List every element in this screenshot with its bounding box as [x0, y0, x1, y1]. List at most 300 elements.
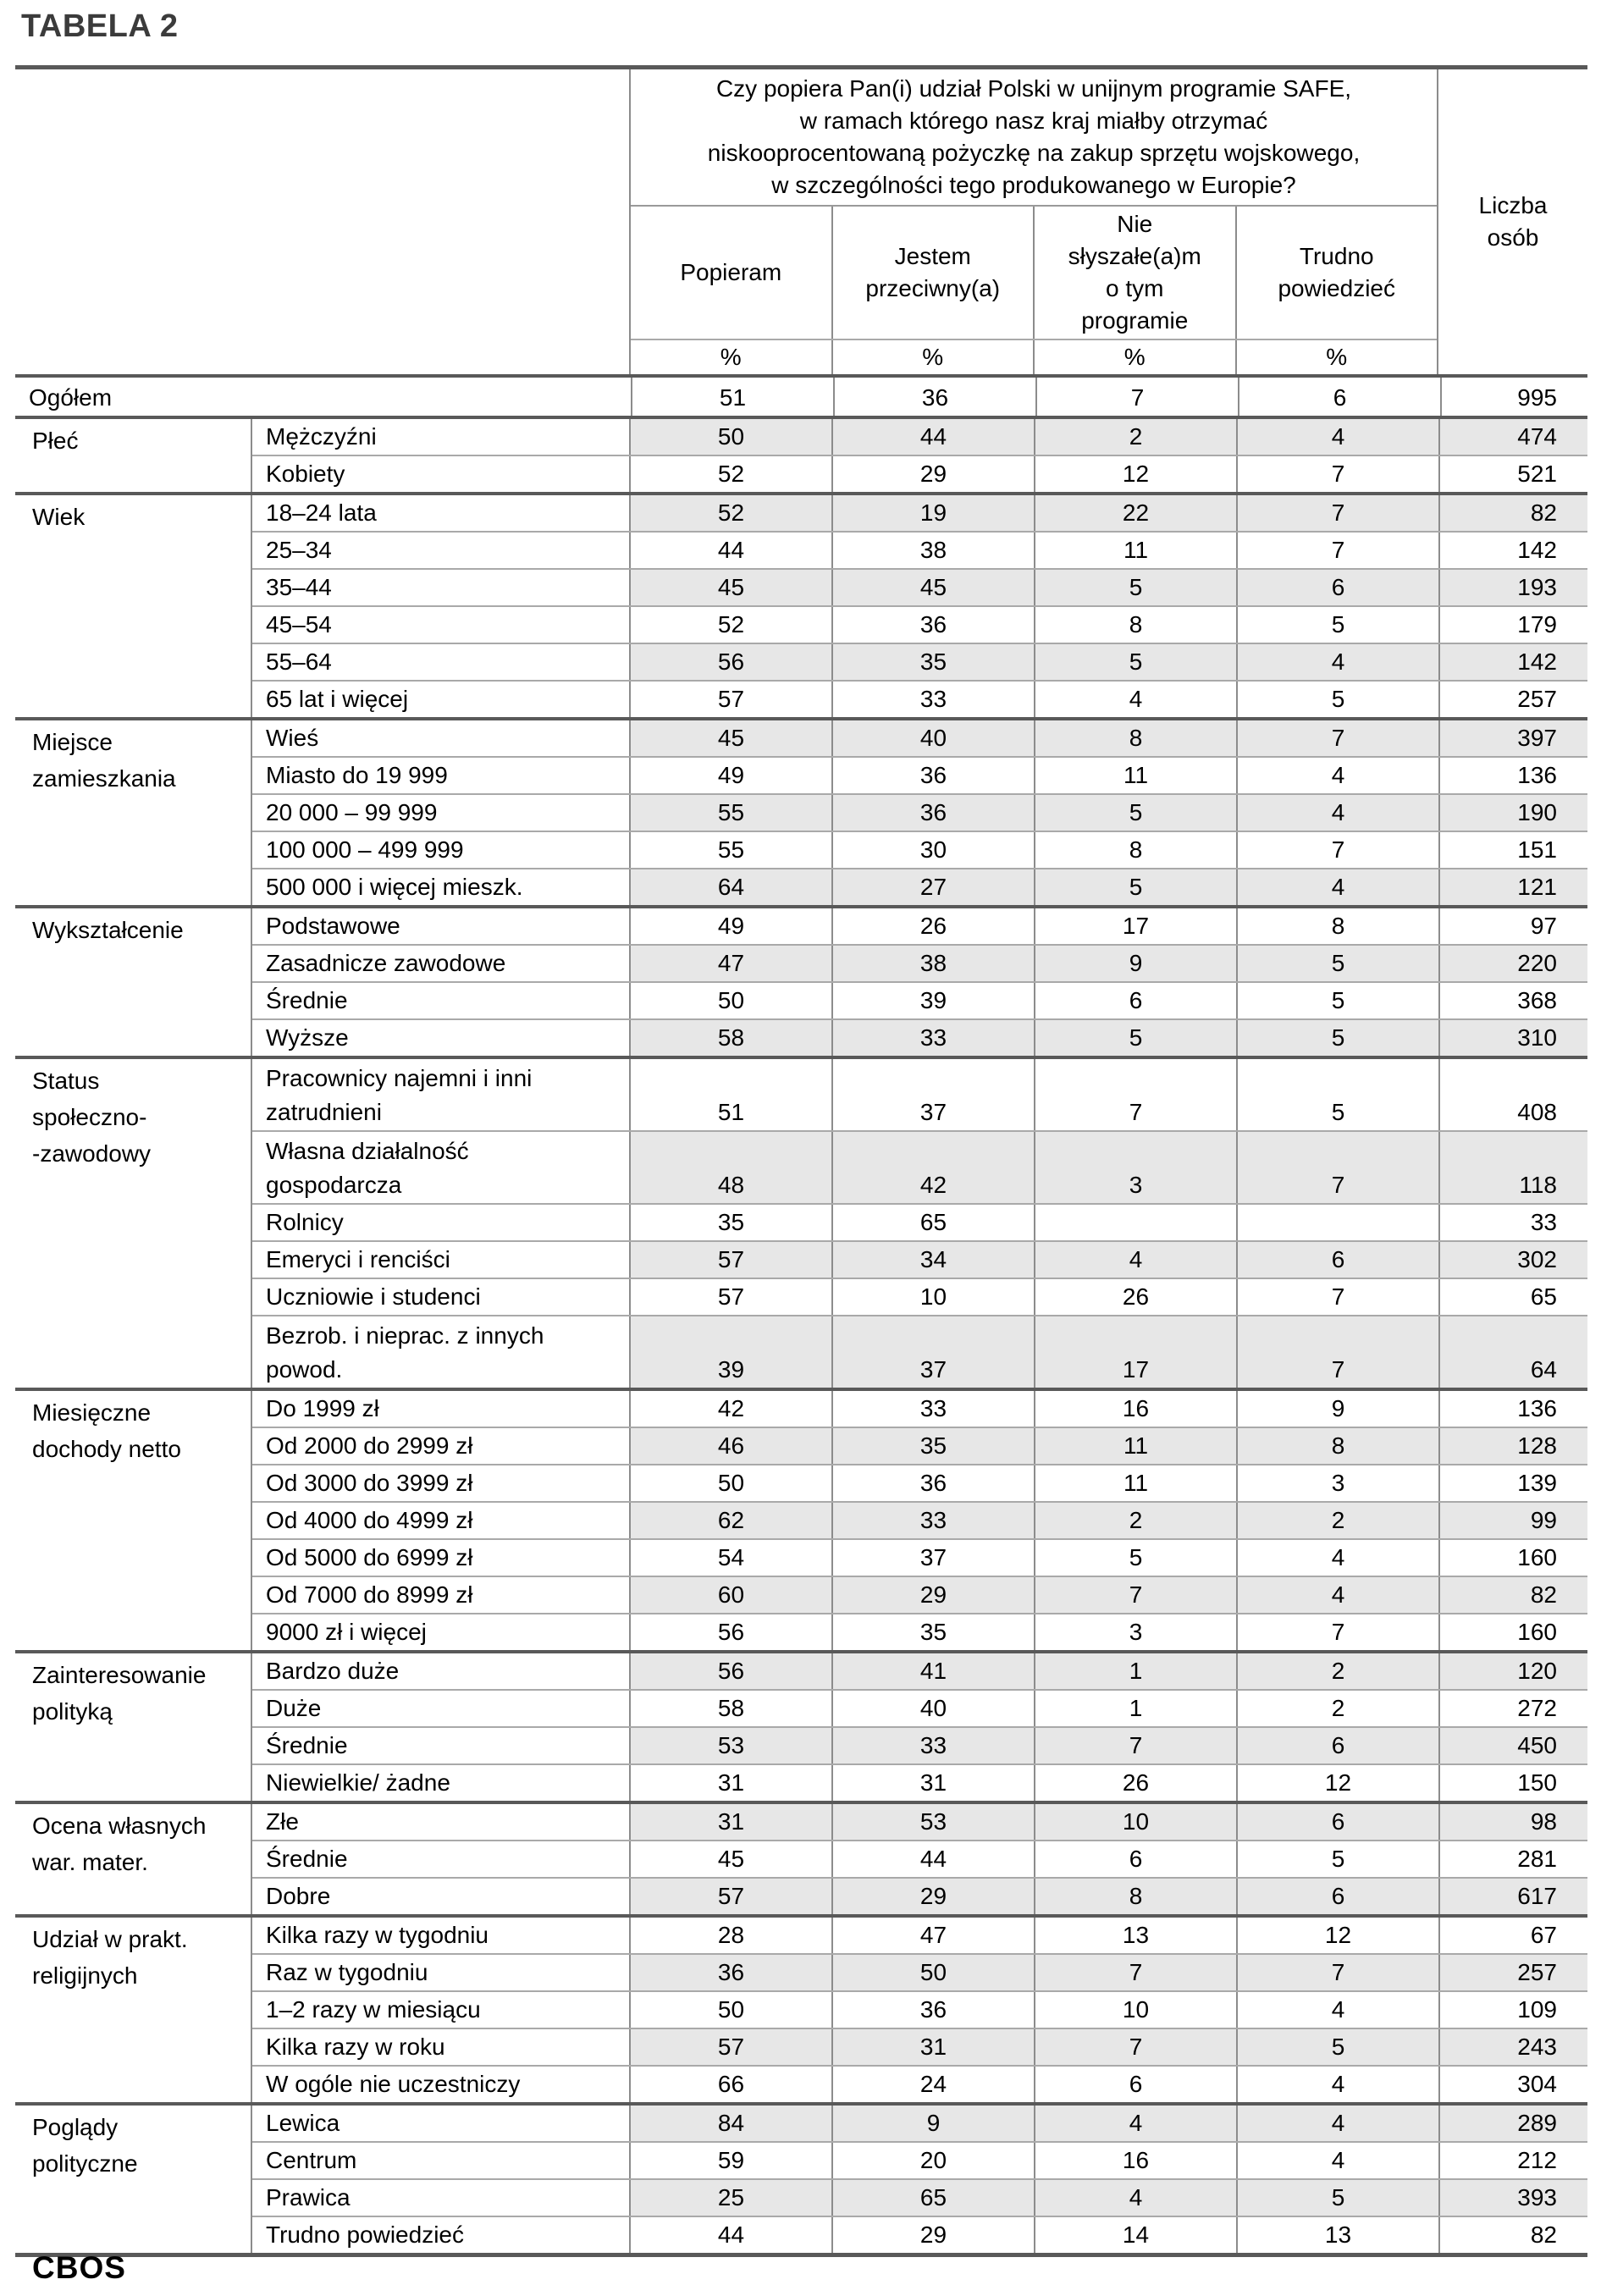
table-row — [252, 1059, 1587, 1130]
percent-value-cell: 2 — [1034, 419, 1236, 455]
percent-value-cell: 57 — [629, 682, 831, 717]
percent-value-cell: 6 — [1236, 1242, 1438, 1278]
row-label — [252, 1059, 629, 1130]
table-row — [252, 2106, 1587, 2141]
percent-value-cell: 6 — [1034, 2067, 1236, 2102]
table-row — [252, 568, 1587, 605]
percent-value-cell: 64 — [629, 869, 831, 905]
table-row — [252, 831, 1587, 868]
percent-value-cell: 57 — [629, 1879, 831, 1914]
row-label-line: 55–64 — [266, 649, 332, 675]
percent-value-cell: 50 — [831, 1955, 1034, 1990]
table-row — [252, 1990, 1587, 2028]
percent-value-cell: 56 — [629, 1614, 831, 1650]
row-label — [252, 1242, 629, 1278]
percent-value-cell: 35 — [629, 1205, 831, 1240]
count-cell: 136 — [1438, 1391, 1587, 1427]
row-label — [252, 983, 629, 1018]
row-label — [252, 495, 629, 531]
percent-value-cell: 17 — [1034, 908, 1236, 944]
percent-value-cell: 36 — [833, 378, 1035, 416]
percent-value-cell: 5 — [1236, 607, 1438, 643]
count-cell: 257 — [1438, 682, 1587, 717]
percent-value-cell: 5 — [1034, 644, 1236, 680]
percent-value-cell: 46 — [629, 1428, 831, 1464]
table-row — [252, 1240, 1587, 1278]
count-cell: 190 — [1438, 795, 1587, 831]
row-label-line: Duże — [266, 1695, 322, 1721]
percent-value-cell: 59 — [629, 2143, 831, 2178]
percent-value-cell: 33 — [831, 1728, 1034, 1763]
row-label-line: Kilka razy w roku — [266, 2034, 445, 2060]
percent-value-cell: 65 — [831, 1205, 1034, 1240]
row-label — [252, 2143, 629, 2178]
percent-value-cell: 4 — [1236, 758, 1438, 793]
percent-value-cell: 11 — [1034, 533, 1236, 568]
percent-value-cell: 7 — [1236, 1955, 1438, 1990]
percent-value-cell: 7 — [1236, 1316, 1438, 1388]
table-row — [252, 793, 1587, 831]
table-row — [252, 1391, 1587, 1427]
row-label-line: 1–2 razy w miesiącu — [266, 1996, 481, 2023]
percent-value-cell: 5 — [1236, 1059, 1438, 1130]
table-row — [252, 2141, 1587, 2178]
row-label — [252, 1614, 629, 1650]
demographic-group — [15, 416, 1587, 492]
percent-value-cell: 4 — [1236, 1540, 1438, 1576]
percent-value-cell: 53 — [629, 1728, 831, 1763]
row-label-line: gospodarcza — [266, 1172, 402, 1198]
row-label-line: Średnie — [266, 987, 348, 1013]
row-label — [252, 1653, 629, 1689]
group-rows — [15, 378, 1587, 416]
table-header — [15, 69, 1587, 378]
survey-table — [15, 65, 1587, 2257]
row-label — [252, 533, 629, 568]
table-row — [252, 643, 1587, 680]
group-label-line: Miejsce — [32, 729, 113, 755]
percent-value-cell: 62 — [629, 1503, 831, 1538]
percent-value-cell: 7 — [1236, 832, 1438, 868]
row-label — [252, 1879, 629, 1914]
group-label-line: Wykształcenie — [32, 917, 184, 943]
row-label-line: Niewielkie/ żadne — [266, 1769, 450, 1796]
question-line: niskooprocentowaną pożyczkę na zakup sprzętu wojskowego, — [707, 140, 1361, 166]
group-label-line: zamieszkania — [32, 765, 176, 792]
answer-column-headers — [631, 207, 1437, 339]
group-label-line: Ocena własnych — [32, 1813, 207, 1839]
percent-value-cell: 7 — [1236, 1614, 1438, 1650]
percent-value-cell: 47 — [629, 946, 831, 981]
count-cell: 397 — [1438, 720, 1587, 756]
row-label-line: Trudno powiedzieć — [266, 2221, 464, 2248]
percent-value-cell: 5 — [1236, 1020, 1438, 1056]
table-row — [252, 1840, 1587, 1877]
group-rows — [252, 1918, 1587, 2102]
row-label — [252, 2067, 629, 2102]
table-row — [252, 419, 1587, 455]
table-row — [252, 1689, 1587, 1726]
table-row — [252, 455, 1587, 492]
row-label-line: 100 000 – 499 999 — [266, 836, 464, 863]
overall-group — [15, 378, 1587, 416]
group-rows — [252, 2106, 1587, 2253]
percent-value-cell: 36 — [831, 795, 1034, 831]
row-label — [252, 1992, 629, 2028]
count-cell: 82 — [1438, 2217, 1587, 2253]
row-label — [252, 1205, 629, 1240]
percent-value-cell: 56 — [629, 1653, 831, 1689]
table-row — [252, 1653, 1587, 1689]
table-row — [15, 378, 1587, 416]
row-label-line: powod. — [266, 1356, 343, 1383]
percent-value-cell: 12 — [1236, 1765, 1438, 1801]
row-label — [252, 644, 629, 680]
percent-value-cell: 2 — [1236, 1653, 1438, 1689]
percent-value-cell: 52 — [629, 495, 831, 531]
percent-value-cell: 45 — [629, 720, 831, 756]
percent-value-cell: 50 — [629, 1992, 831, 2028]
percent-value-cell: 10 — [831, 1279, 1034, 1315]
percent-value-cell: 3 — [1236, 1465, 1438, 1501]
row-label-line: Od 7000 do 8999 zł — [266, 1581, 473, 1608]
percent-value-cell: 17 — [1034, 1316, 1236, 1388]
group-label — [15, 419, 252, 492]
percent-value-cell: 45 — [831, 570, 1034, 605]
percent-value-cell: 7 — [1034, 1955, 1236, 1990]
row-label-line: Kobiety — [266, 461, 345, 487]
percent-value-cell: 34 — [831, 1242, 1034, 1278]
count-cell: 450 — [1438, 1728, 1587, 1763]
table-row — [252, 1130, 1587, 1203]
table-row — [252, 1315, 1587, 1388]
row-label — [15, 378, 631, 416]
answer-column-header-line: Jestem — [894, 243, 971, 269]
row-label — [252, 1503, 629, 1538]
count-cell: 289 — [1438, 2106, 1587, 2141]
unit-row — [631, 339, 1437, 374]
table-row — [252, 1918, 1587, 1953]
percent-value-cell: 33 — [831, 1503, 1034, 1538]
count-cell: 243 — [1438, 2029, 1587, 2065]
percent-value-cell: 4 — [1034, 2106, 1236, 2141]
percent-value-cell: 31 — [629, 1765, 831, 1801]
row-label-line: Ogółem — [29, 384, 113, 411]
row-label-line: W ogóle nie uczestniczy — [266, 2071, 521, 2097]
table-row — [252, 2216, 1587, 2253]
percent-value-cell: 24 — [831, 2067, 1034, 2102]
count-cell: 617 — [1438, 1879, 1587, 1914]
row-label-line: Średnie — [266, 1846, 348, 1872]
group-rows — [252, 908, 1587, 1056]
table-row — [252, 1953, 1587, 1990]
group-rows — [252, 720, 1587, 905]
table-row — [252, 2065, 1587, 2102]
row-label-line: Własna działalność — [266, 1138, 469, 1164]
cbos-logo: CBOS — [32, 2250, 126, 2285]
demographic-group — [15, 1056, 1587, 1388]
percent-value-cell: 7 — [1236, 720, 1438, 756]
row-label-line: Od 2000 do 2999 zł — [266, 1432, 473, 1459]
row-label — [252, 607, 629, 643]
group-label — [15, 908, 252, 1056]
percent-value-cell: 8 — [1236, 908, 1438, 944]
answer-column-header — [1033, 207, 1235, 339]
percent-value-cell: 39 — [831, 983, 1034, 1018]
group-rows — [252, 1653, 1587, 1801]
percent-value-cell: 8 — [1034, 607, 1236, 643]
count-cell: 257 — [1438, 1955, 1587, 1990]
group-label — [15, 495, 252, 717]
row-label — [252, 1540, 629, 1576]
percent-value-cell: 40 — [831, 1691, 1034, 1726]
question-line: w ramach którego nasz kraj miałby otrzymać — [799, 108, 1268, 134]
group-label-line: polityczne — [32, 2150, 138, 2177]
row-label-line: Mężczyźni — [266, 423, 377, 450]
count-cell: 82 — [1438, 495, 1587, 531]
row-label — [252, 1918, 629, 1953]
percent-value-cell: 29 — [831, 1577, 1034, 1613]
row-label — [252, 946, 629, 981]
count-cell: 995 — [1440, 378, 1587, 416]
answer-column-header-line: słyszałe(a)m — [1068, 243, 1201, 269]
row-label-line: Miasto do 19 999 — [266, 762, 448, 788]
row-label-line: Wieś — [266, 725, 319, 751]
percent-value-cell: 13 — [1236, 2217, 1438, 2253]
row-label — [252, 1279, 629, 1315]
percent-value-cell: 84 — [629, 2106, 831, 2141]
group-label — [15, 1918, 252, 2102]
row-label — [252, 419, 629, 455]
percent-value-cell: 16 — [1034, 2143, 1236, 2178]
percent-value-cell: 4 — [1236, 419, 1438, 455]
percent-value-cell: 4 — [1034, 682, 1236, 717]
count-cell: 151 — [1438, 832, 1587, 868]
percent-value-cell: 36 — [831, 1992, 1034, 2028]
table-row — [252, 1763, 1587, 1801]
row-label — [252, 1132, 629, 1203]
table-row — [252, 1018, 1587, 1056]
percent-value-cell: 10 — [1034, 1804, 1236, 1840]
count-cell: 142 — [1438, 644, 1587, 680]
table-row — [252, 868, 1587, 905]
count-cell: 302 — [1438, 1242, 1587, 1278]
percent-value-cell: 11 — [1034, 1428, 1236, 1464]
group-label-line: Wiek — [32, 504, 86, 530]
percent-value-cell: 13 — [1034, 1918, 1236, 1953]
percent-value-cell: 11 — [1034, 758, 1236, 793]
count-cell: 99 — [1438, 1503, 1587, 1538]
percent-value-cell: 4 — [1236, 1992, 1438, 2028]
percent-value-cell: 33 — [831, 1391, 1034, 1427]
row-label-line: 9000 zł i więcej — [266, 1619, 427, 1645]
percent-value-cell: 36 — [831, 758, 1034, 793]
percent-value-cell: 36 — [831, 1465, 1034, 1501]
group-rows — [252, 1391, 1587, 1650]
percent-value-cell: 27 — [831, 869, 1034, 905]
group-label — [15, 1391, 252, 1650]
percent-value-cell: 2 — [1034, 1503, 1236, 1538]
percent-value-cell: 41 — [831, 1653, 1034, 1689]
percent-value-cell: 35 — [831, 644, 1034, 680]
percent-value-cell: 52 — [629, 607, 831, 643]
percent-value-cell: 4 — [1236, 869, 1438, 905]
percent-value-cell: 48 — [629, 1132, 831, 1203]
percent-value-cell: 6 — [1034, 983, 1236, 1018]
group-label — [15, 1804, 252, 1914]
percent-value-cell: 40 — [831, 720, 1034, 756]
percent-value-cell: 4 — [1236, 795, 1438, 831]
percent-value-cell: 14 — [1034, 2217, 1236, 2253]
header-question-block — [629, 69, 1438, 374]
row-label — [252, 1465, 629, 1501]
percent-value-cell: 6 — [1236, 1879, 1438, 1914]
percent-sign: % — [831, 340, 1034, 374]
percent-value-cell: 5 — [1236, 946, 1438, 981]
row-label-line: 35–44 — [266, 574, 332, 600]
demographic-group — [15, 717, 1587, 905]
answer-column-header-line: Popieram — [680, 259, 782, 285]
row-label-line: Podstawowe — [266, 913, 400, 939]
percent-value-cell: 1 — [1034, 1653, 1236, 1689]
percent-value-cell: 54 — [629, 1540, 831, 1576]
count-cell: 393 — [1438, 2180, 1587, 2216]
table-row — [252, 1804, 1587, 1840]
question-line: w szczególności tego produkowanego w Europie? — [771, 172, 1296, 198]
percent-value-cell: 39 — [629, 1316, 831, 1388]
row-label-line: Bezrob. i nieprac. z innych — [266, 1322, 544, 1349]
count-cell: 67 — [1438, 1918, 1587, 1953]
percent-value-cell: 6 — [1236, 1728, 1438, 1763]
percent-value-cell: 36 — [629, 1955, 831, 1990]
percent-value-cell: 52 — [629, 456, 831, 492]
percent-sign: % — [1235, 340, 1438, 374]
percent-value-cell: 8 — [1034, 832, 1236, 868]
demographic-group — [15, 1914, 1587, 2102]
group-label-line: Udział w prakt. — [32, 1926, 188, 1952]
row-label-line: Od 4000 do 4999 zł — [266, 1507, 473, 1533]
percent-value-cell: 5 — [1236, 2029, 1438, 2065]
percent-value-cell: 51 — [629, 1059, 831, 1130]
answer-column-header — [631, 207, 831, 339]
count-cell: 150 — [1438, 1765, 1587, 1801]
group-label-line: polityką — [32, 1698, 113, 1725]
percent-value-cell: 7 — [1034, 1059, 1236, 1130]
row-label — [252, 1765, 629, 1801]
percent-value-cell: 6 — [1236, 1804, 1438, 1840]
row-label — [252, 1691, 629, 1726]
group-label — [15, 2106, 252, 2253]
count-cell: 160 — [1438, 1540, 1587, 1576]
row-label-line: Wyższe — [266, 1024, 349, 1051]
percent-value-cell: 5 — [1236, 2180, 1438, 2216]
group-label-line: społeczno- — [32, 1104, 147, 1130]
percent-value-cell: 58 — [629, 1020, 831, 1056]
percent-value-cell: 30 — [831, 832, 1034, 868]
percent-value-cell: 12 — [1236, 1918, 1438, 1953]
count-cell: 310 — [1438, 1020, 1587, 1056]
percent-value-cell: 50 — [629, 983, 831, 1018]
percent-value-cell: 44 — [629, 533, 831, 568]
count-cell: 82 — [1438, 1577, 1587, 1613]
percent-value-cell: 16 — [1034, 1391, 1236, 1427]
table-row — [252, 944, 1587, 981]
answer-column-header-line: powiedzieć — [1278, 275, 1396, 301]
row-label — [252, 570, 629, 605]
table-row — [252, 1576, 1587, 1613]
group-label-line: Status — [32, 1068, 100, 1094]
table-row — [252, 605, 1587, 643]
row-label-line: Pracownicy najemni i inni — [266, 1065, 533, 1091]
header-left-spacer — [15, 69, 629, 374]
count-cell: 304 — [1438, 2067, 1587, 2102]
percent-value-cell: 4 — [1034, 1242, 1236, 1278]
count-cell: 179 — [1438, 607, 1587, 643]
percent-value-cell: 31 — [831, 1765, 1034, 1801]
percent-value-cell: 55 — [629, 832, 831, 868]
percent-value-cell: 7 — [1236, 456, 1438, 492]
count-cell: 139 — [1438, 1465, 1587, 1501]
row-label — [252, 1391, 629, 1427]
percent-value-cell: 47 — [831, 1918, 1034, 1953]
group-label-line: dochody netto — [32, 1436, 181, 1462]
row-label — [252, 2106, 629, 2141]
count-cell: 118 — [1438, 1132, 1587, 1203]
percent-value-cell: 20 — [831, 2143, 1034, 2178]
percent-value-cell: 5 — [1236, 682, 1438, 717]
answer-column-header — [831, 207, 1034, 339]
table-row — [252, 981, 1587, 1018]
row-label-line: Średnie — [266, 1732, 348, 1758]
percent-value-cell: 51 — [631, 378, 833, 416]
row-label — [252, 869, 629, 905]
percent-value-cell: 58 — [629, 1691, 831, 1726]
table-row — [252, 756, 1587, 793]
row-label — [252, 682, 629, 717]
group-rows — [252, 495, 1587, 717]
row-label — [252, 720, 629, 756]
answer-column-header — [1235, 207, 1438, 339]
group-label-line: Płeć — [32, 428, 79, 454]
row-label-line: Złe — [266, 1808, 299, 1835]
count-column-header-line: osób — [1487, 224, 1539, 251]
percent-value-cell: 3 — [1034, 1614, 1236, 1650]
row-label-line: Raz w tygodniu — [266, 1959, 428, 1985]
percent-value-cell: 28 — [629, 1918, 831, 1953]
demographic-group — [15, 2102, 1587, 2253]
percent-value-cell: 7 — [1236, 1279, 1438, 1315]
group-label-line: Miesięczne — [32, 1399, 152, 1426]
percent-value-cell: 37 — [831, 1540, 1034, 1576]
row-label-line: Bardzo duże — [266, 1658, 400, 1684]
percent-value-cell: 4 — [1236, 1577, 1438, 1613]
percent-value-cell: 26 — [1034, 1765, 1236, 1801]
table-row — [252, 2178, 1587, 2216]
percent-value-cell: 44 — [629, 2217, 831, 2253]
count-cell: 272 — [1438, 1691, 1587, 1726]
count-cell: 160 — [1438, 1614, 1587, 1650]
row-label — [252, 1804, 629, 1840]
percent-value-cell: 38 — [831, 533, 1034, 568]
row-label-line: 18–24 lata — [266, 499, 377, 526]
table-row — [252, 1278, 1587, 1315]
percent-sign: % — [1033, 340, 1235, 374]
page-title: TABELA 2 — [21, 8, 179, 44]
row-label — [252, 1577, 629, 1613]
percent-value-cell: 5 — [1034, 1020, 1236, 1056]
count-cell: 98 — [1438, 1804, 1587, 1840]
count-cell: 193 — [1438, 570, 1587, 605]
